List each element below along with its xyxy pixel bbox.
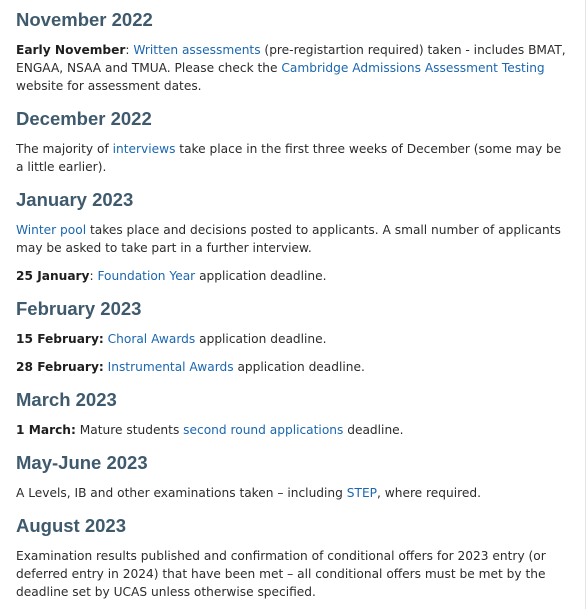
entry-date: 1 March: [16,423,76,437]
timeline-entry: 1 March: Mature students second round applications deadline. [16,423,404,437]
timeline-entry: The majority of interviews take place in the first three weeks of December (some may be a little earlier). [16,142,562,174]
section-heading: January 2023 [16,189,134,210]
timeline-entry: Examination results published and confirmation of conditional offers for 2023 entry (or deferred entry in 2024) that have been met – all conditional offers must be met by the deadline set by UCAS unless otherwise specified. [16,549,546,599]
section-november-2022 [16,9,572,95]
interviews-link[interactable]: interviews [112,142,176,156]
written-assessments-link[interactable]: Written assessments [133,43,261,57]
section-august-2023 [16,515,572,601]
winter-pool-link[interactable]: Winter pool [16,223,87,237]
cambridge-admissions-testing-link[interactable]: Cambridge Admissions Assessment Testing [281,61,545,75]
page-edge-rule [585,0,586,609]
entry-date: 25 January [16,269,90,283]
entry-date: Early November [16,43,126,57]
step-link[interactable]: STEP [346,486,377,500]
section-heading: March 2023 [16,389,117,410]
timeline-entry: 25 January: Foundation Year application deadline. [16,269,327,283]
timeline-entry: Early November: Written assessments (pre-registartion required) taken - includes BMAT, ENGAA, NSAA and TMUA. Please check the Cambridge Admissions Assessment Testing website for assessment dates. [16,43,566,93]
section-heading: May-June 2023 [16,452,148,473]
timeline-entry: 15 February: Choral Awards application deadline. [16,332,327,346]
foundation-year-link[interactable]: Foundation Year [97,269,196,283]
second-round-applications-link[interactable]: second round applications [183,423,344,437]
section-heading: November 2022 [16,9,153,30]
section-heading: December 2022 [16,108,152,129]
timeline-entry: Winter pool takes place and decisions posted to applicants. A small number of applicants may be asked to take part in a further interview. [16,223,561,255]
timeline-entry: 28 February: Instrumental Awards application deadline. [16,360,365,374]
choral-awards-link[interactable]: Choral Awards [107,332,196,346]
section-december-2022 [16,108,572,176]
section-may-june-2023 [16,452,572,502]
timeline-entry: A Levels, IB and other examinations taken – including STEP, where required. [16,486,481,500]
section-heading: August 2023 [16,515,127,536]
instrumental-awards-link[interactable]: Instrumental Awards [107,360,234,374]
entry-date: 15 February: [16,332,104,346]
entry-date: 28 February: [16,360,104,374]
section-march-2023 [16,389,572,439]
section-january-2023 [16,189,572,285]
section-february-2023 [16,298,572,376]
section-heading: February 2023 [16,298,142,319]
